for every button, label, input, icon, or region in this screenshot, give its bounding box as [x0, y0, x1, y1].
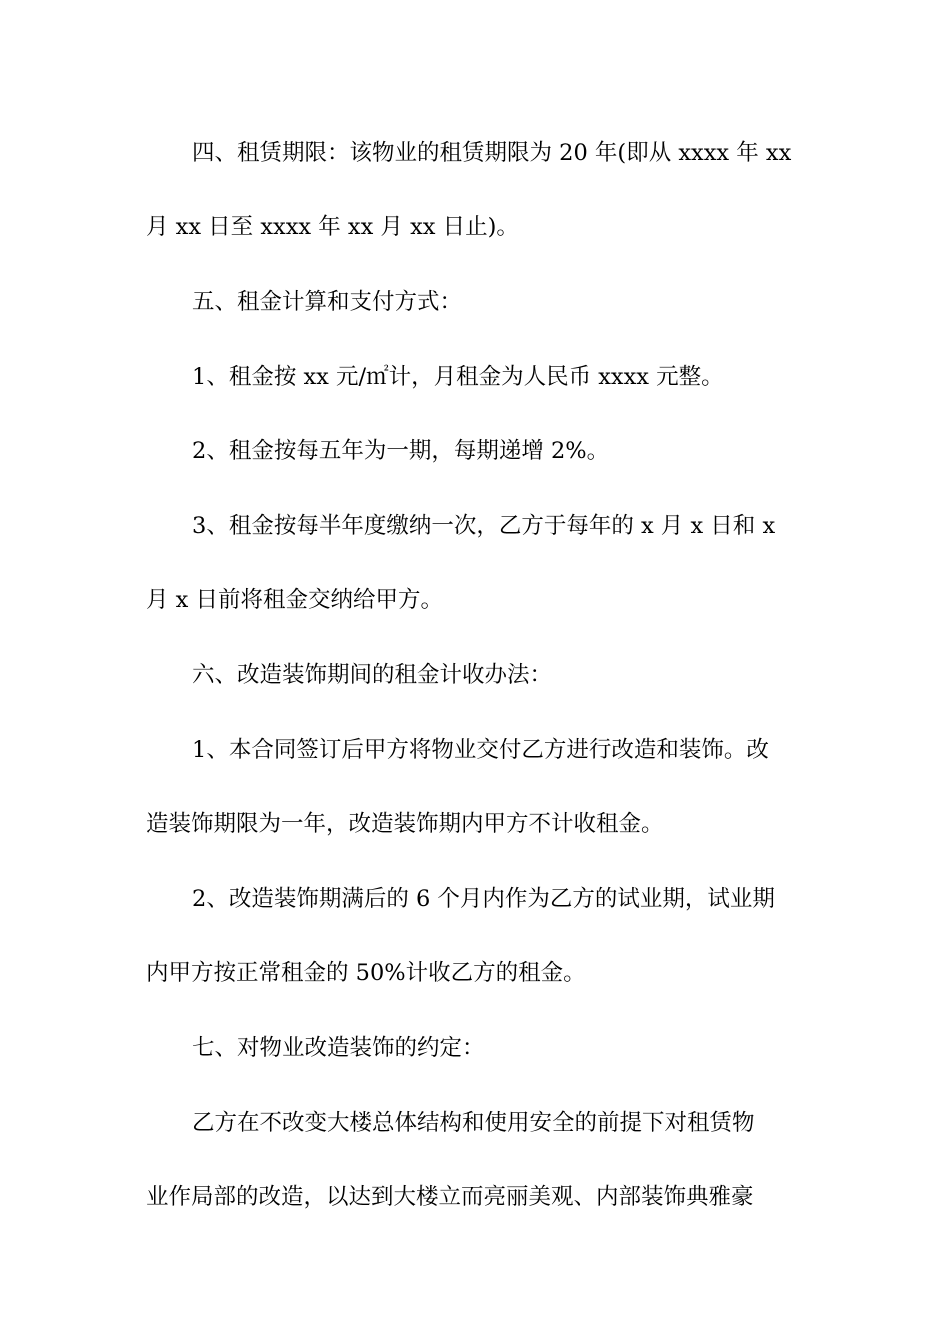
- paragraph-line: 3、租金按每半年度缴纳一次，乙方于每年的 x 月 x 日和 x: [192, 513, 776, 539]
- section-heading: 六、改造装饰期间的租金计收办法：: [192, 662, 553, 688]
- paragraph-line: 乙方在不改变大楼总体结构和使用安全的前提下对租赁物: [192, 1110, 755, 1136]
- paragraph-line: 月 xx 日至 xxxx 年 xx 月 xx 日止)。: [146, 214, 519, 240]
- paragraph-line: 1、租金按 xx 元/㎡计，月租金为人民币 xxxx 元整。: [192, 364, 724, 390]
- paragraph-line: 2、改造装饰期满后的 6 个月内作为乙方的试业期，试业期: [192, 886, 775, 912]
- paragraph-line: 造装饰期限为一年，改造装饰期内甲方不计收租金。: [146, 811, 664, 837]
- paragraph-line: 四、租赁期限：该物业的租赁期限为 20 年(即从 xxxx 年 xx: [192, 140, 792, 166]
- section-heading: 七、对物业改造装饰的约定：: [192, 1035, 485, 1061]
- paragraph-line: 月 x 日前将租金交纳给甲方。: [146, 587, 443, 613]
- paragraph-line: 业作局部的改造，以达到大楼立而亮丽美观、内部装饰典雅豪: [146, 1184, 754, 1210]
- paragraph-line: 1、本合同签订后甲方将物业交付乙方进行改造和装饰。改: [192, 737, 769, 763]
- paragraph-line: 2、租金按每五年为一期，每期递增 2%。: [192, 438, 610, 464]
- paragraph-line: 内甲方按正常租金的 50%计收乙方的租金。: [146, 960, 586, 986]
- section-heading: 五、租金计算和支付方式：: [192, 289, 463, 315]
